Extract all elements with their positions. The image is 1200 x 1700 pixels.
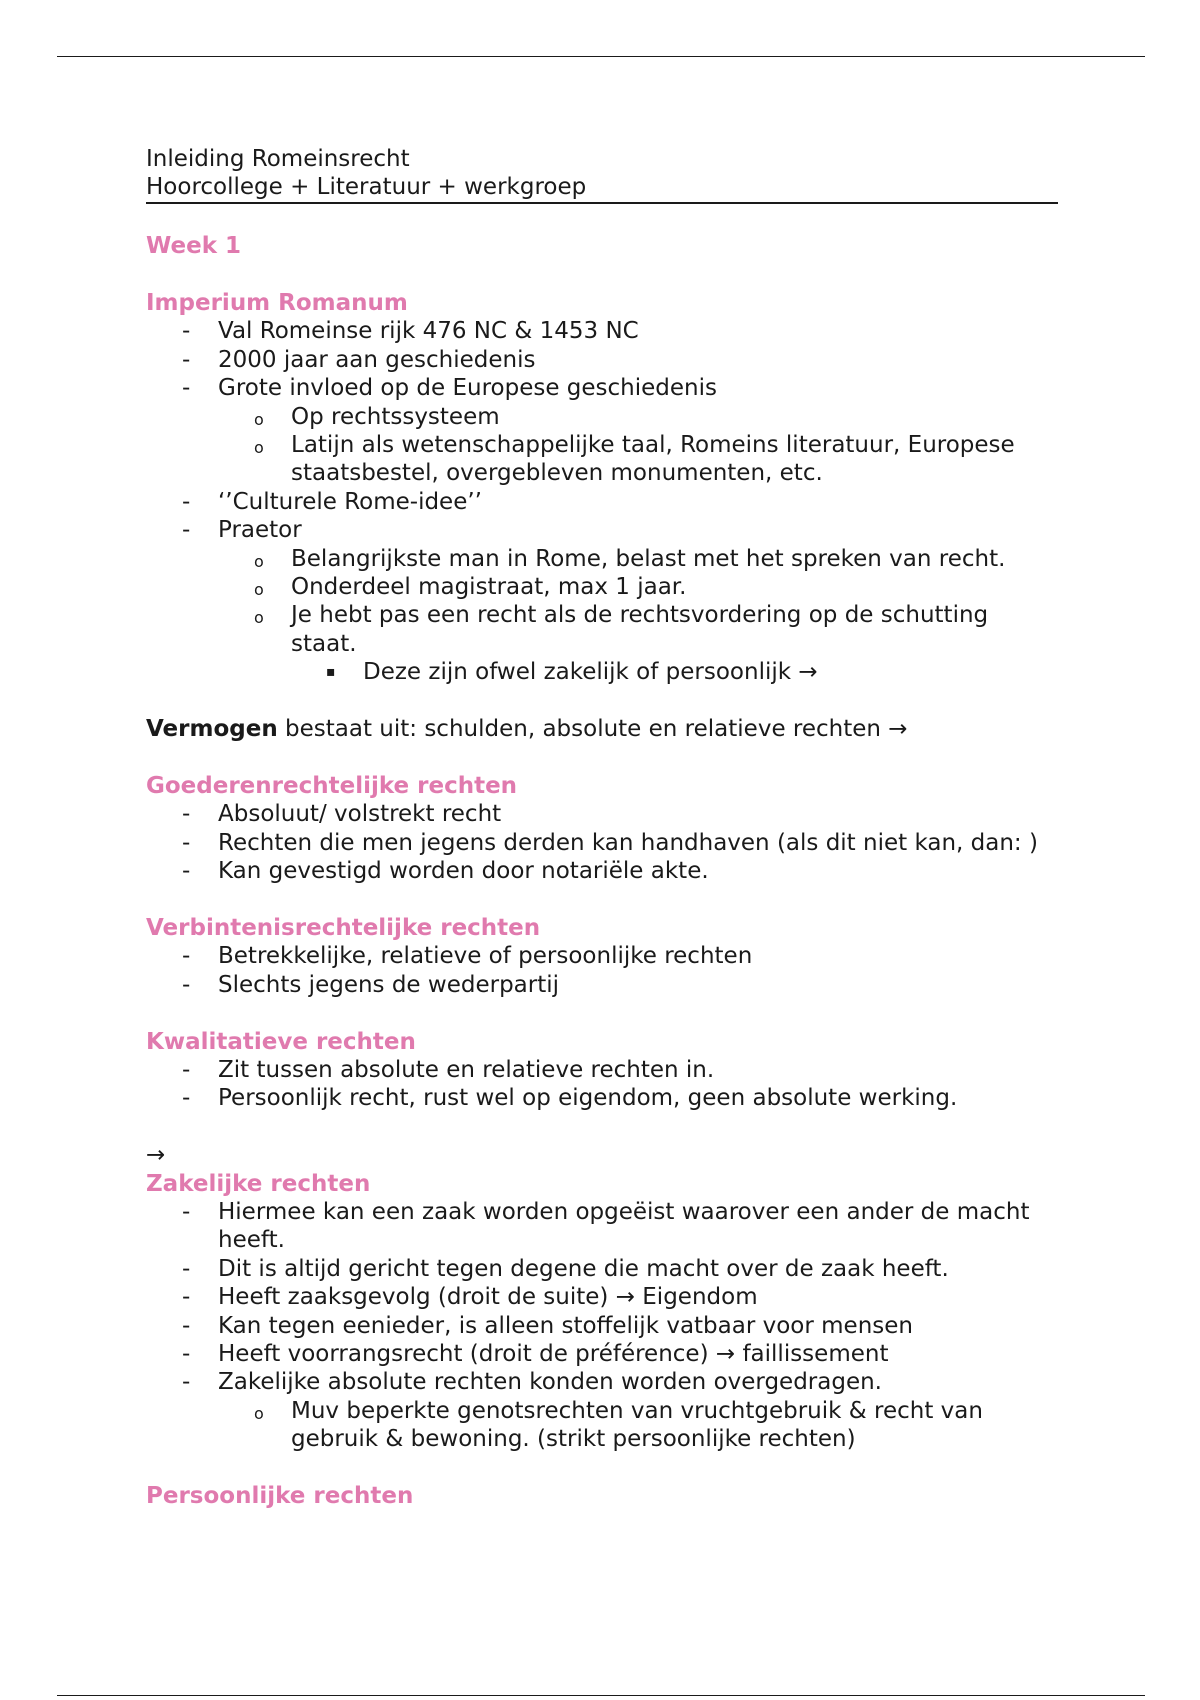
circle-bullet: o xyxy=(254,438,264,458)
circle-bullet: o xyxy=(254,409,264,429)
dash-bullet: - xyxy=(182,858,191,885)
list-item: - Heeft voorrangsrecht (droit de préférence) → faillissement xyxy=(182,1340,889,1367)
dash-bullet: - xyxy=(182,1312,191,1339)
page-top-rule xyxy=(57,56,1145,57)
dash-bullet: - xyxy=(182,1255,191,1282)
list-item: - ‘’Culturele Rome-idee’’ xyxy=(182,488,482,515)
list-item: - Absoluut/ volstrekt recht xyxy=(182,801,502,828)
dash-bullet: - xyxy=(182,488,191,515)
section-heading-kwalitatief: Kwalitatieve rechten xyxy=(146,1028,416,1055)
sub-list-item: o Latijn als wetenschappelijke taal, Romeins literatuur, Europese staatsbestel, overgebleven monumenten, etc. xyxy=(254,432,1015,487)
document-body xyxy=(146,145,1058,1510)
list-item: - Betrekkelijke, relatieve of persoonlijke rechten xyxy=(182,943,753,970)
dash-bullet: - xyxy=(182,1340,191,1367)
dash-bullet: - xyxy=(182,1085,191,1112)
list-item: - Val Romeinse rijk 476 NC & 1453 NC xyxy=(182,318,639,345)
sub-list-item: o Je hebt pas een recht als de rechtsvordering op de schutting staat. xyxy=(254,602,989,657)
circle-bullet: o xyxy=(254,608,264,628)
list-item: - Dit is altijd gericht tegen degene die macht over de zaak heeft. xyxy=(182,1255,949,1282)
section-heading-persoonlijk: Persoonlijke rechten xyxy=(146,1482,414,1509)
list-item: - 2000 jaar aan geschiedenis xyxy=(182,346,536,373)
dash-bullet: - xyxy=(182,943,191,970)
page-bottom-rule xyxy=(57,1695,1145,1696)
list-item: - Rechten die men jegens derden kan handhaven (als dit niet kan, dan: ) xyxy=(182,829,1038,856)
course-title: Inleiding Romeinsrecht xyxy=(146,146,410,172)
circle-bullet: o xyxy=(254,580,264,600)
sub-list-item: o Onderdeel magistraat, max 1 jaar. xyxy=(146,573,1058,601)
section-heading-imperium: Imperium Romanum xyxy=(146,290,408,316)
dash-bullet: - xyxy=(182,1369,191,1396)
square-bullet: ▪ xyxy=(326,664,336,681)
dash-bullet: - xyxy=(182,517,191,544)
dash-bullet: - xyxy=(182,801,191,828)
list-item: - Kan gevestigd worden door notariële akte. xyxy=(182,858,709,885)
dash-bullet: - xyxy=(182,318,191,345)
list-item: - Grote invloed op de Europese geschiedenis xyxy=(182,375,717,402)
dash-bullet: - xyxy=(182,1284,191,1311)
document-header xyxy=(146,145,1058,204)
list-item: - Heeft zaaksgevolg (droit de suite) → Eigendom xyxy=(182,1284,758,1311)
dash-bullet: - xyxy=(182,1198,191,1225)
list-item: - Slechts jegens de wederpartij xyxy=(182,971,560,998)
arrow-icon: → xyxy=(146,1142,166,1169)
sub-list-item: o Muv beperkte genotsrechten van vruchtgebruik & recht van gebruik & bewoning. (strikt persoonlijke rechten) xyxy=(254,1397,983,1453)
dash-bullet: - xyxy=(182,829,191,856)
dash-bullet: - xyxy=(182,346,191,373)
sub-list-item: o Op rechtssysteem xyxy=(146,403,1058,431)
dash-bullet: - xyxy=(182,1056,191,1083)
sub-list-item: o Belangrijkste man in Rome, belast met het spreken van recht. xyxy=(146,545,1058,573)
circle-bullet: o xyxy=(254,551,264,571)
sub-sub-list-item: ▪ Deze zijn ofwel zakelijk of persoonlijk → xyxy=(326,659,818,686)
dash-bullet: - xyxy=(182,375,191,402)
course-subtitle: Hoorcollege + Literatuur + werkgroep xyxy=(146,174,587,201)
section-heading-goederenrecht: Goederenrechtelijke rechten xyxy=(146,772,518,799)
section-heading-verbintenisrecht: Verbintenisrechtelijke rechten xyxy=(146,914,541,941)
list-item: - Zakelijke absolute rechten konden worden overgedragen. xyxy=(182,1369,882,1396)
dash-bullet: - xyxy=(182,971,191,998)
list-item: - Hiermee kan een zaak worden opgeëist waarover een ander de macht heeft. xyxy=(182,1198,1030,1254)
list-item: - Zit tussen absolute en relatieve rechten in. xyxy=(182,1056,715,1083)
circle-bullet: o xyxy=(254,1403,264,1423)
section-heading-zakelijk: Zakelijke rechten xyxy=(146,1170,371,1197)
vermogen-paragraph: Vermogen bestaat uit: schulden, absolute en relatieve rechten → xyxy=(146,716,908,743)
list-item: - Persoonlijk recht, rust wel op eigendom, geen absolute werking. xyxy=(182,1085,958,1112)
week-heading: Week 1 xyxy=(146,233,242,260)
list-item: - Kan tegen eenieder, is alleen stoffelijk vatbaar voor mensen xyxy=(182,1312,913,1339)
list-item: - Praetor xyxy=(182,517,302,544)
